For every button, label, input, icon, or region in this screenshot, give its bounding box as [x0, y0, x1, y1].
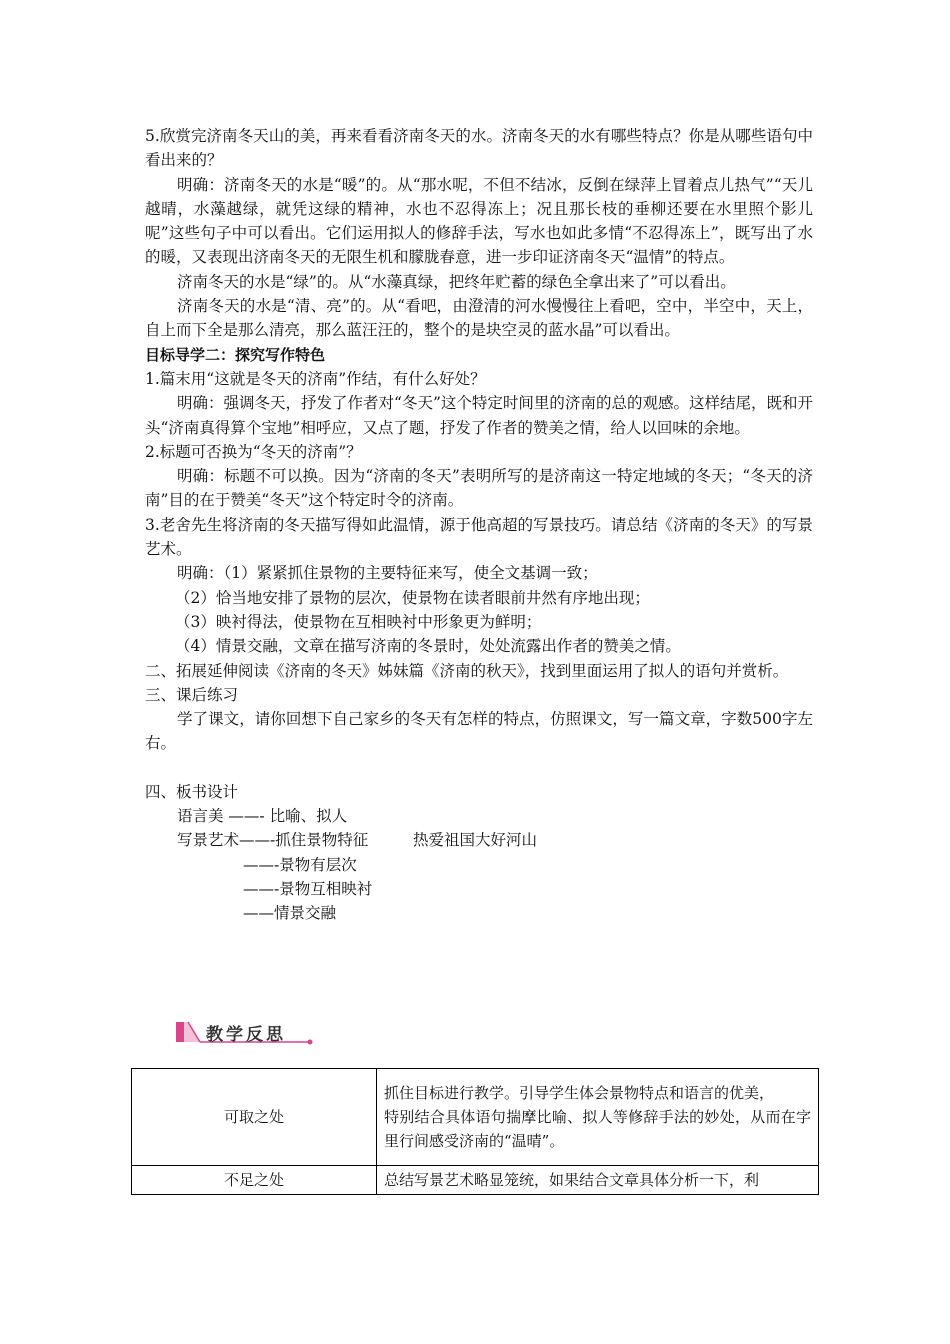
goal-heading-2: 目标导学二：探究写作特色: [145, 345, 326, 364]
question-2: 2.标题可否换为“冬天的济南”？: [145, 442, 362, 461]
section-4-heading: 四、板书设计: [145, 782, 239, 801]
board-line-4: ——-景物互相映衬: [243, 879, 373, 898]
board-line-2-left: 写景艺术——-抓住景物特征: [177, 831, 369, 850]
teaching-reflection-banner: [176, 1018, 316, 1050]
table-row: [132, 1069, 819, 1166]
answer-5-clear: 济南冬天的水是“清、亮”的。从“看吧，由澄清的河水慢慢往上看吧，空中，半空中，天上，自上而下全是那么清亮，那么蓝汪汪的，整个的是块空灵的蓝水晶”可以看出。: [145, 297, 813, 340]
reflection-table: [131, 1068, 819, 1195]
row-label-strengths: 可取之处: [132, 1069, 377, 1166]
board-line-2: [145, 828, 813, 852]
section-2-extension: 二、拓展延伸阅读《济南的冬天》姊妹篇《济南的秋天》，找到里面运用了拟人的语句并赏析。: [145, 661, 789, 680]
board-line-3: ——-景物有层次: [243, 855, 357, 874]
answer-1: 明确：强调冬天，抒发了作者对“冬天”这个特定时间里的济南的总的观感。这样结尾，既和开头“济南真得算个宝地”相呼应，又点了题，抒发了作者的赞美之情，给人以回味的余地。: [145, 394, 813, 437]
reflection-title: 教学反思: [206, 1025, 286, 1045]
answer-3-point-4: （4）情景交融，文章在描写济南的冬景时，处处流露出作者的赞美之情。: [175, 637, 681, 656]
board-design: [145, 804, 813, 925]
document-body: [145, 124, 813, 926]
answer-3-point-2: （2）恰当地安排了景物的层次，使景物在读者眼前井然有序地出现；: [175, 588, 650, 607]
board-line-1: 语言美 ——- 比喻、拟人: [177, 807, 348, 826]
answer-3-point-1: 明确：（1）紧紧抓住景物的主要特征来写，使全文基调一致；: [177, 564, 598, 583]
section-3-body: 学了课文，请你回想下自己家乡的冬天有怎样的特点，仿照课文，写一篇文章，字数500字左右。: [145, 710, 813, 753]
question-5: 5.欣赏完济南冬天山的美，再来看看济南冬天的水。济南冬天的水有哪些特点？你是从哪些语句中看出来的？: [145, 127, 813, 170]
answer-5-green: 济南冬天的水是“绿”的。从“水藻真绿，把终年贮蓄的绿色全拿出来了”可以看出。: [177, 272, 736, 291]
row-body-strengths: 抓住目标进行教学。引导学生体会景物特点和语言的优美， 特别结合具体语句揣摩比喻、拟人等修辞手法的妙处，从而在字里行间感受济南的“温晴”。: [377, 1069, 819, 1166]
question-1: 1.篇末用“这就是冬天的济南”作结，有什么好处？: [145, 369, 486, 388]
answer-5-warm: 明确：济南冬天的水是“暖”的。从“那水呢，不但不结冰，反倒在绿萍上冒着点儿热气”“天儿越晴，水藻越绿，就凭这绿的精神，水也不忍得冻上；况且那长枝的垂柳还要在水里照个影儿呢”这些句子中可以看出。它们运用拟人的修辞手法，写水也如此多情“不忍得冻上”，既写出了水的暖，又表现出济南冬天的无限生机和朦胧春意，进一步印证济南冬天“温情”的特点。: [145, 175, 813, 267]
answer-2: 明确：标题不可以换。因为“济南的冬天”表明所写的是济南这一特定地域的冬天；“冬天的济南”目的在于赞美“冬天”这个特定时令的济南。: [145, 467, 813, 510]
table-row: [132, 1166, 819, 1195]
board-line-2-right: 热爱祖国大好河山: [413, 831, 538, 850]
spacer: [145, 756, 813, 780]
answer-3-point-3: （3）映衬得法，使景物在互相映衬中形象更为鲜明；: [175, 612, 542, 631]
row-label-weaknesses: 不足之处: [132, 1166, 377, 1195]
row-body-weaknesses: 总结写景艺术略显笼统，如果结合文章具体分析一下，利: [377, 1166, 819, 1195]
section-3-heading: 三、课后练习: [145, 685, 239, 704]
question-3: 3.老舍先生将济南的冬天描写得如此温情，源于他高超的写景技巧。请总结《济南的冬天》的写景艺术。: [145, 515, 813, 559]
board-line-5: ——情景交融: [243, 904, 337, 923]
